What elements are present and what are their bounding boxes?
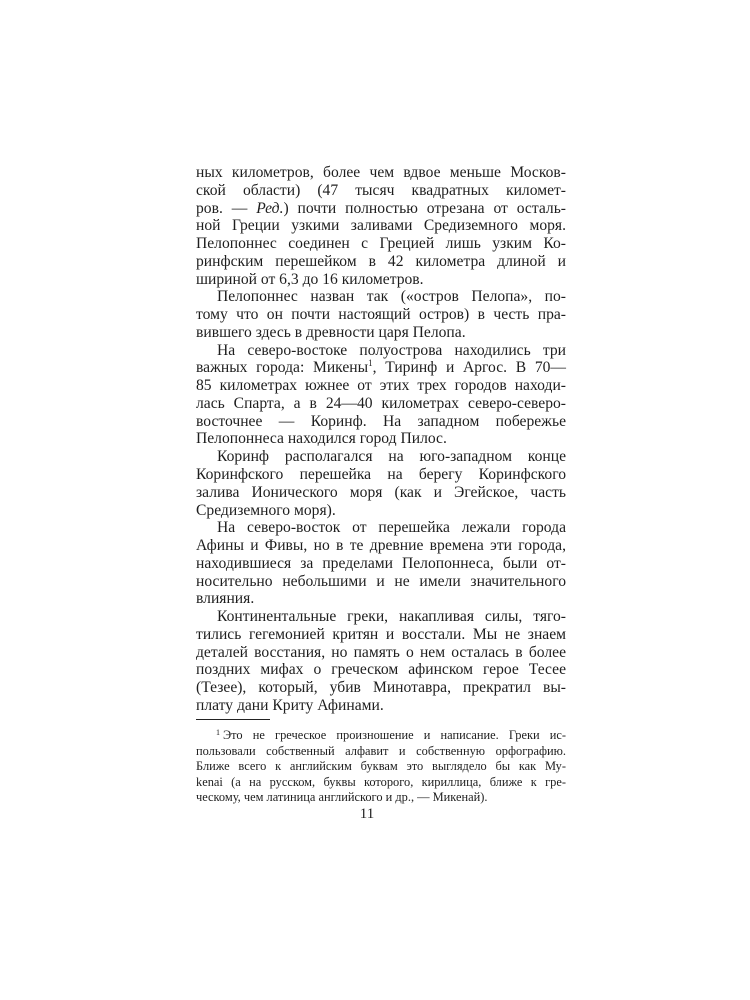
text-line — [196, 235, 566, 253]
text-line — [196, 217, 566, 235]
text-segment: ной Греции узкими заливами Средиземного моря. — [196, 217, 566, 235]
text-line — [196, 253, 566, 271]
footnote-divider — [196, 719, 270, 720]
text-line — [196, 661, 566, 679]
text-segment: важных города: Микены — [196, 359, 369, 377]
text-segment: восточнее — Коринф. На западном побережье — [196, 412, 566, 430]
text-segment: На северо-востоке полуострова находились три — [217, 341, 566, 359]
text-segment: , Тиринф и Аргос. В 70— — [372, 359, 567, 377]
text-line — [196, 306, 566, 324]
text-segment: тому что он почти настоящий остров) в честь пра- — [196, 306, 566, 324]
text-segment: ных километров, более чем вдвое меньше Москов- — [196, 164, 566, 181]
text-line — [196, 342, 566, 360]
paragraph — [196, 519, 566, 608]
text-segment: находившиеся за пределами Пелопоннеса, были от- — [196, 554, 566, 572]
text-line — [196, 484, 566, 502]
paragraph — [196, 342, 566, 449]
footnote-marker: 1 — [368, 358, 373, 369]
footnote — [196, 728, 566, 806]
italic-text: Ред. — [256, 199, 284, 217]
text-line — [196, 466, 566, 484]
text-line — [196, 200, 566, 218]
text-line — [196, 590, 566, 608]
text-segment: носительно небольшими и не имели значительного — [196, 572, 566, 590]
text-segment: влияния. — [196, 590, 255, 608]
footnote-marker: 1 — [216, 728, 220, 737]
text-line — [196, 537, 566, 555]
paragraph — [196, 608, 566, 715]
text-segment: Континентальные греки, накапливая силы, тяго- — [217, 608, 566, 626]
text-line — [196, 744, 566, 760]
text-line — [196, 697, 566, 715]
text-line — [196, 728, 566, 744]
text-line — [196, 790, 566, 806]
page-number: 11 — [359, 806, 375, 822]
text-line — [196, 555, 566, 573]
text-segment: Пелопоннес назван так («остров Пелопа», по- — [217, 288, 566, 306]
text-segment: плату дани Криту Афинами. — [196, 696, 384, 714]
text-segment: Пелопоннес соединен с Грецией лишь узким Ко- — [196, 235, 566, 253]
text-segment: тились гегемонией критян и восстали. Мы не знаем — [196, 625, 566, 643]
text-segment: Ближе всего к английским буквам это выглядело бы как Му- — [196, 759, 566, 774]
text-line — [196, 395, 566, 413]
text-segment: Средиземного моря). — [196, 501, 336, 519]
text-segment: Это не греческое произношение и написание. Греки ис- — [223, 728, 566, 742]
text-line — [196, 502, 566, 520]
text-line — [196, 644, 566, 662]
text-segment: ров. — — [196, 199, 257, 217]
text-segment: Коринф располагался на юго-западном конце — [217, 448, 566, 466]
text-segment: деталей восстания, но память о нем осталась в более — [196, 643, 566, 661]
text-line — [196, 377, 566, 395]
text-segment: Афины и Фивы, но в те древние времена эти города, — [196, 537, 566, 555]
paragraph — [196, 288, 566, 341]
text-segment: 85 километрах южнее от этих трех городов находи- — [196, 377, 566, 395]
text-segment: поздних мифах о греческом афинском герое Тесее — [196, 661, 566, 679]
text-segment: лась Спарта, а в 24—40 километрах северо-северо- — [196, 394, 566, 412]
text-segment: kenai (а на русском, буквы которого, кириллица, ближе к гре- — [196, 774, 566, 789]
text-line — [196, 288, 566, 306]
text-line — [196, 679, 566, 697]
paragraph — [196, 164, 566, 288]
text-line — [196, 519, 566, 537]
text-line — [196, 759, 566, 775]
text-line — [196, 413, 566, 431]
text-segment: На северо-восток от перешейка лежали города — [217, 519, 566, 537]
text-segment: вившего здесь в древности царя Пелопа. — [196, 323, 466, 341]
text-segment: ринфским перешейком в 42 километра длиной и — [196, 252, 566, 270]
text-segment: шириной от 6,3 до 16 километров. — [196, 270, 424, 288]
text-line — [196, 164, 566, 182]
text-line — [196, 775, 566, 791]
text-segment: (Тезее), который, убив Минотавра, прекратил вы- — [196, 679, 566, 697]
text-line — [196, 573, 566, 591]
text-segment: Пелопоннеса находился город Пилос. — [196, 430, 447, 448]
text-line — [196, 448, 566, 466]
text-line — [196, 430, 566, 448]
text-segment: ской области) (47 тысяч квадратных километ- — [196, 181, 566, 199]
text-segment: ческому, чем латиница английского и др., — Микенай). — [196, 790, 488, 805]
text-segment: ) почти полностью отрезана от осталь- — [283, 199, 566, 217]
body-text — [196, 164, 566, 715]
text-line — [196, 359, 566, 377]
paragraph — [196, 448, 566, 519]
text-line — [196, 626, 566, 644]
text-line — [196, 182, 566, 200]
text-line — [196, 271, 566, 289]
text-segment: пользовали собственный алфавит и собственную орфографию. — [196, 743, 566, 758]
text-line — [196, 324, 566, 342]
text-segment: залива Ионического моря (как и Эгейское, часть — [196, 483, 566, 501]
text-segment: Коринфского перешейка на берегу Коринфского — [196, 466, 566, 484]
text-line — [196, 608, 566, 626]
